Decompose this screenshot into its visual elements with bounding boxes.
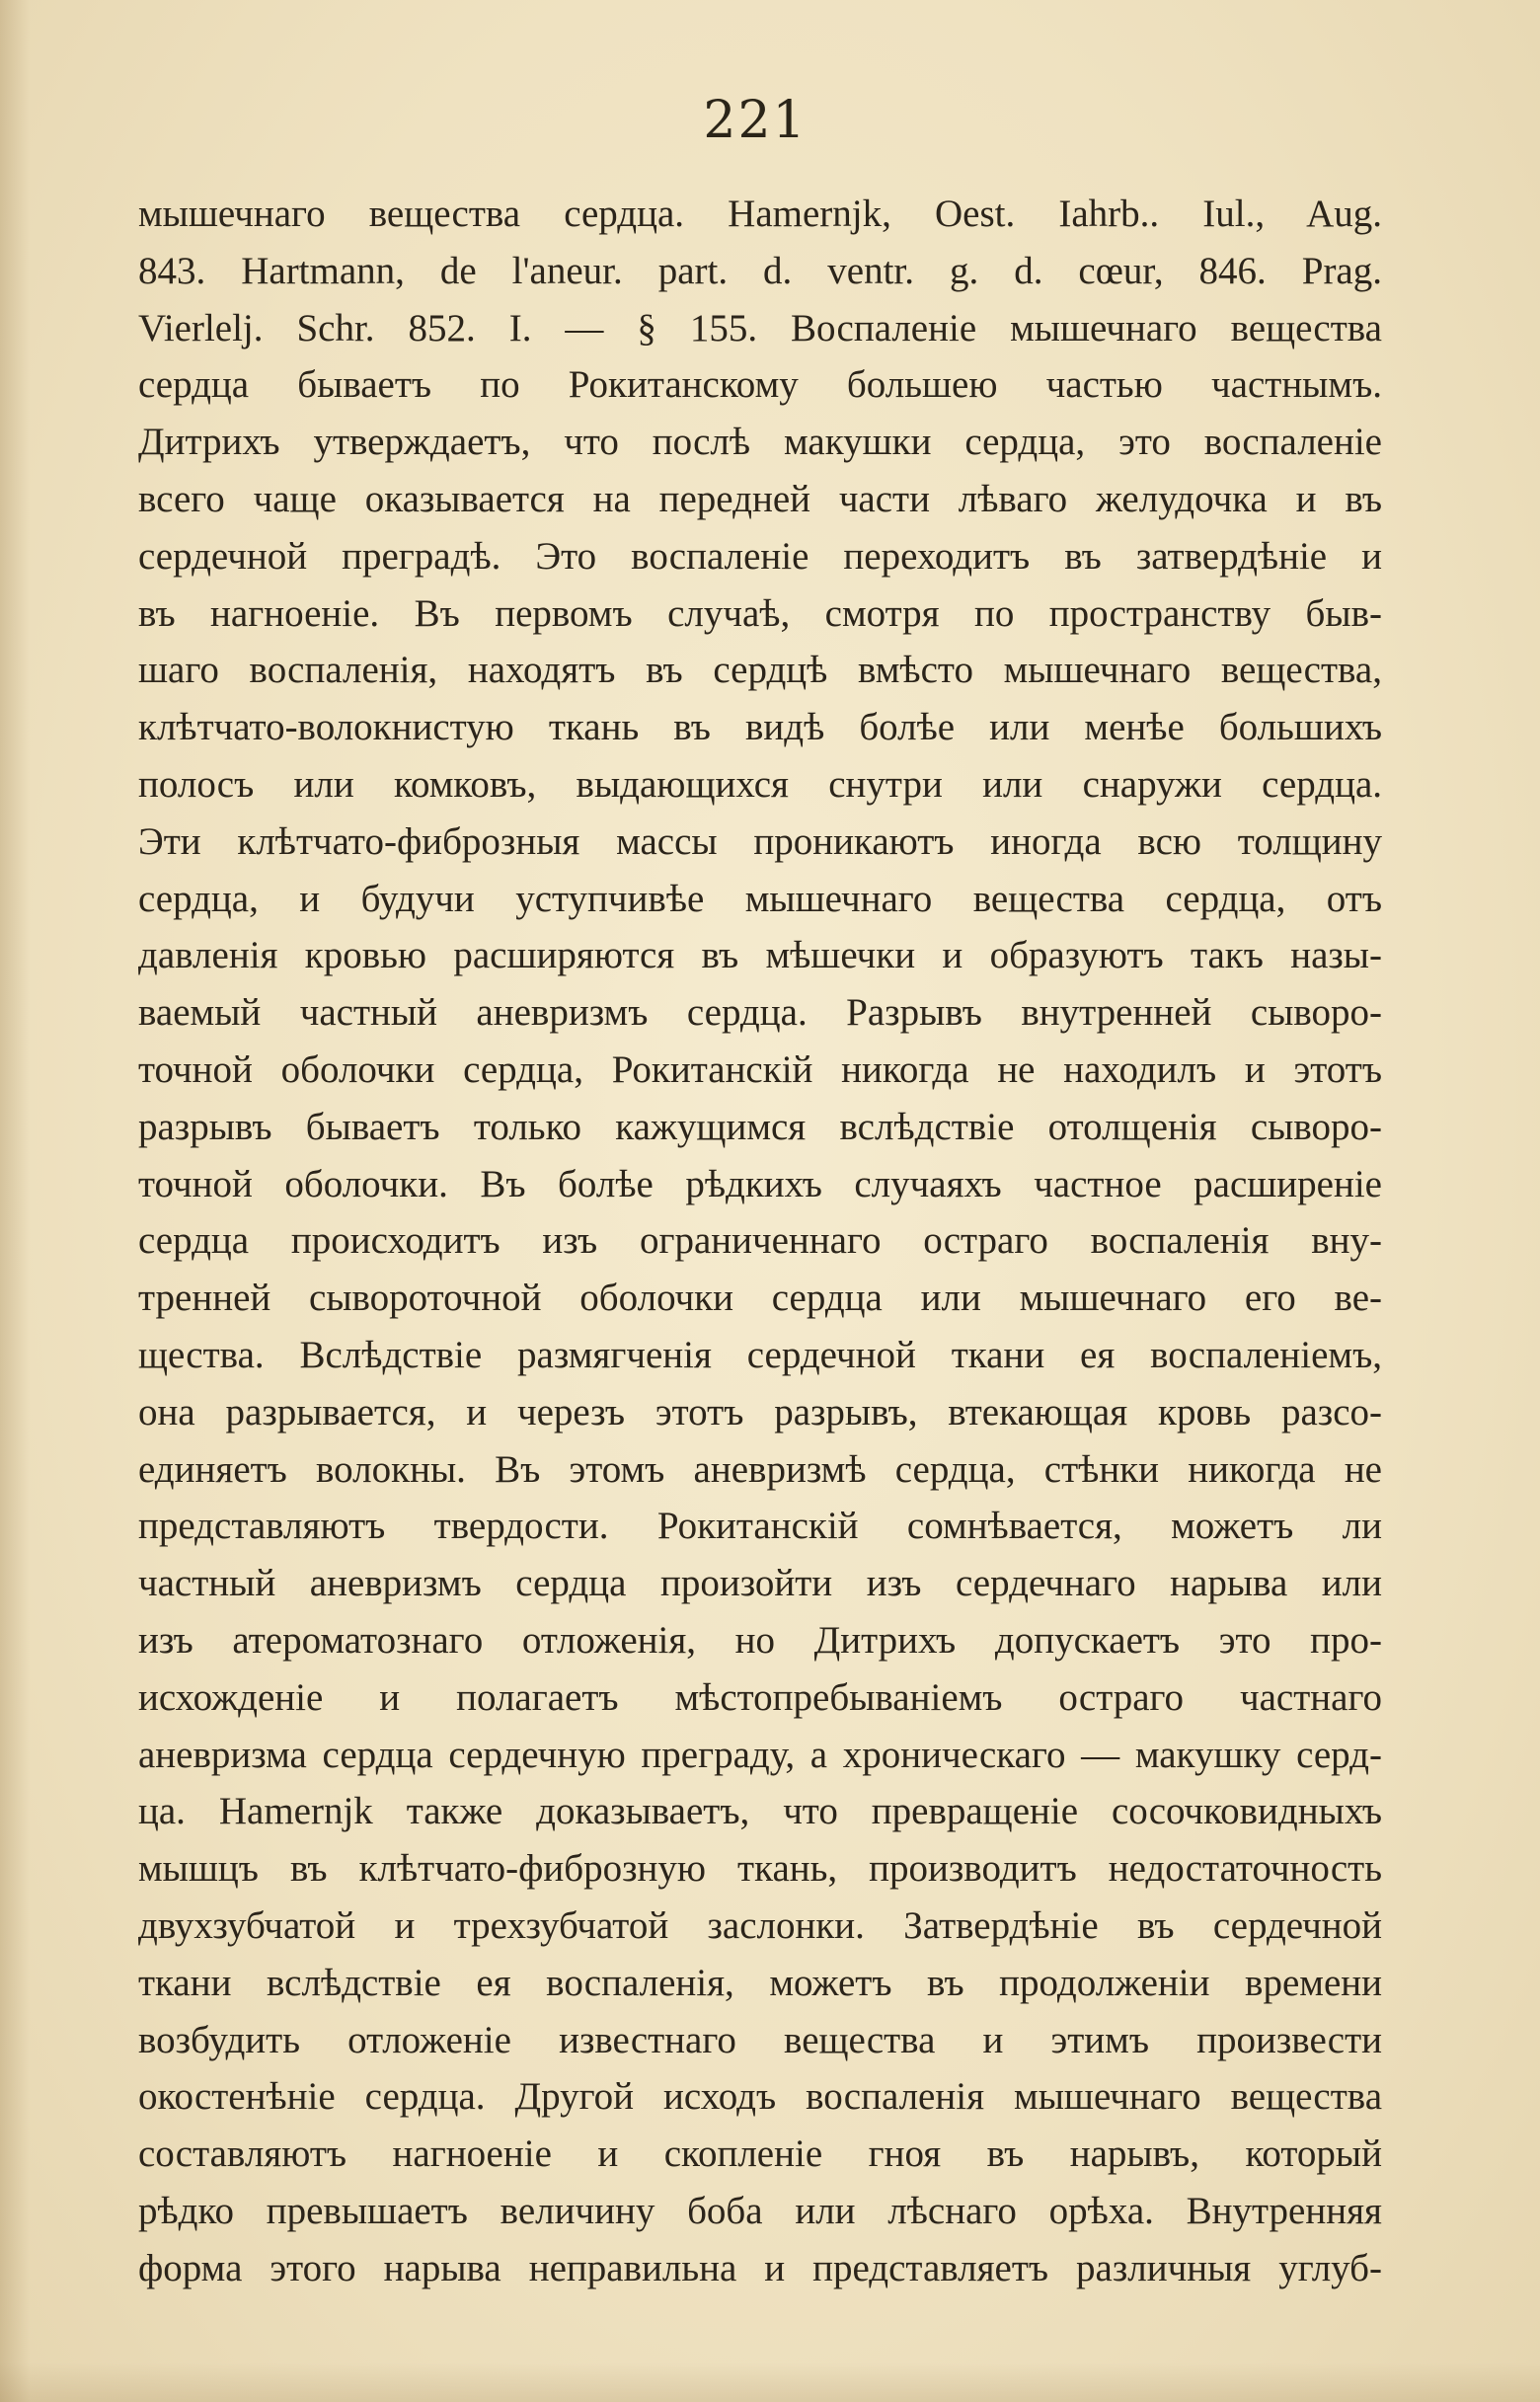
text-line: единяетъ волокны. Въ этомъ аневризмѣ сердца, стѣнки никогда не <box>138 1447 1382 1491</box>
text-line: мышцъ въ клѣтчато-фиброзную ткань, производитъ недостаточность <box>138 1847 1382 1891</box>
text-line: представляютъ твердости. Рокитанскій сомнѣвается, можетъ ли <box>138 1505 1382 1548</box>
text-line: составляютъ нагноеніе и скопленіе гноя въ нарывъ, который <box>138 2132 1382 2176</box>
text-line: точной оболочки. Въ болѣе рѣдкихъ случаяхъ частное расширеніе <box>138 1162 1382 1205</box>
text-line: окостенѣніе сердца. Другой исходъ воспаленія мышечнаго вещества <box>138 2075 1382 2119</box>
page-edge-shadow <box>0 0 30 2402</box>
text-line: она разрывается, и черезъ этотъ разрывъ, втекающая кровь разсо- <box>138 1390 1382 1433</box>
text-line: возбудить отложеніе известнаго вещества и этимъ произвести <box>138 2018 1382 2061</box>
text-line: исхожденіе и полагаетъ мѣстопребываніемъ остраго частнаго <box>138 1675 1382 1719</box>
page-bottom-shadow <box>0 2363 1540 2402</box>
text-line: сердечной преградѣ. Это воспаленіе переходитъ въ затвердѣніе и <box>138 534 1382 578</box>
text-line: полосъ или комковъ, выдающихся снутри или снаружи сердца. <box>138 762 1382 806</box>
text-line: изъ атероматознаго отложенія, но Дитрихъ допускаетъ это про- <box>138 1618 1382 1662</box>
text-line: частный аневризмъ сердца произойти изъ сердечнаго нарыва или <box>138 1562 1382 1605</box>
page-number: 221 <box>703 91 808 150</box>
text-line: шаго воспаленія, находятъ въ сердцѣ вмѣсто мышечнаго вещества, <box>138 649 1382 692</box>
text-line: сердца бываетъ по Рокитанскому большею частью частнымъ. <box>138 363 1382 407</box>
text-line: ткани вслѣдствіе ея воспаленія, можетъ въ продолженіи времени <box>138 1961 1382 2004</box>
text-line: аневризма сердца сердечную преграду, а хроническаго — макушку серд- <box>138 1733 1382 1776</box>
text-line: 843. Hartmann, de l'aneur. part. d. ventr. g. d. cœur, 846. Prag. <box>138 249 1382 292</box>
text-line: Vierlelj. Schr. 852. I. — § 155. Воспаленіе мышечнаго вещества <box>138 306 1382 349</box>
text-line: ца. Hamernjk также доказываетъ, что превращеніе сосочковидныхъ <box>138 1790 1382 1833</box>
text-line: разрывъ бываетъ только кажущимся вслѣдствіе отолщенія сыворо- <box>138 1105 1382 1148</box>
text-line: двухзубчатой и трехзубчатой заслонки. Затвердѣніе въ сердечной <box>138 1903 1382 1947</box>
text-line: давленія кровью расширяются въ мѣшечки и образуютъ такъ назы- <box>138 934 1382 977</box>
text-line: сердца, и будучи уступчивѣе мышечнаго вещества сердца, отъ <box>138 877 1382 920</box>
body-text <box>138 186 1382 2296</box>
text-line: щества. Вслѣдствіе размягченія сердечной ткани ея воспаленіемъ, <box>138 1333 1382 1376</box>
text-line: форма этого нарыва неправильна и представляетъ различныя углуб- <box>138 2246 1382 2289</box>
text-line: сердца происходитъ изъ ограниченнаго остраго воспаленія вну- <box>138 1219 1382 1263</box>
text-line: въ нагноеніе. Въ первомъ случаѣ, смотря по пространству быв- <box>138 591 1382 635</box>
text-line: Дитрихъ утверждаетъ, что послѣ макушки сердца, это воспаленіе <box>138 421 1382 464</box>
text-line: точной оболочки сердца, Рокитанскій никогда не находилъ и этотъ <box>138 1047 1382 1091</box>
text-line: клѣтчато-волокнистую ткань въ видѣ болѣе или менѣе большихъ <box>138 706 1382 749</box>
text-line: Эти клѣтчато-фиброзныя массы проникаютъ иногда всю толщину <box>138 819 1382 863</box>
text-line: всего чаще оказывается на передней части лѣваго желудочка и въ <box>138 477 1382 520</box>
text-line: мышечнаго вещества сердца. Hamernjk, Oest. Iahrb.. Iul., Aug. <box>138 193 1382 235</box>
text-line: ваемый частный аневризмъ сердца. Разрывъ внутренней сыворо- <box>138 991 1382 1035</box>
text-line: рѣдко превышаетъ величину боба или лѣснаго орѣха. Внутренняя <box>138 2189 1382 2232</box>
text-line: тренней сывороточной оболочки сердца или мышечнаго его ве- <box>138 1277 1382 1320</box>
